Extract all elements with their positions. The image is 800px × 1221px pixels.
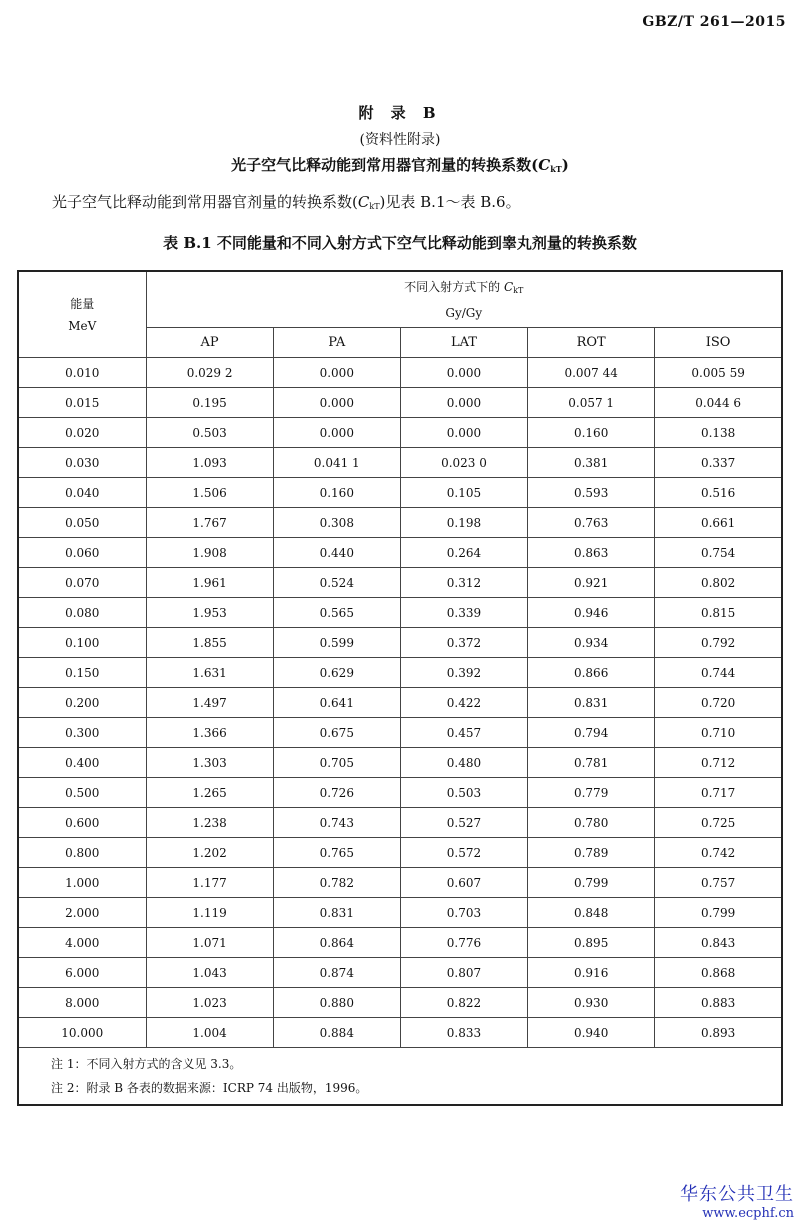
appendix-title: 附 录 B [358,104,442,122]
cell-energy: 0.800 [18,838,146,868]
appendix-subtitle-text: 光子空气比释动能到常用器官剂量的转换系数( [231,156,539,174]
table-row [18,628,782,658]
table-row [18,718,782,748]
table-row [18,538,782,568]
cell-pa: 0.524 [273,568,400,598]
cell-iso: 0.815 [655,598,782,628]
cell-lat: 0.572 [400,838,527,868]
cell-ap: 1.497 [146,688,273,718]
cell-pa: 0.440 [273,538,400,568]
group-header-label [147,276,782,302]
cell-pa: 0.000 [273,388,400,418]
table-row [18,808,782,838]
table-row [18,508,782,538]
cell-iso: 0.744 [655,658,782,688]
table-row [18,418,782,448]
appendix-type: (资料性附录) [359,132,441,148]
cell-rot: 0.863 [528,538,655,568]
cell-iso: 0.792 [655,628,782,658]
cell-lat: 0.339 [400,598,527,628]
cell-rot: 0.831 [528,688,655,718]
cell-energy: 6.000 [18,958,146,988]
cell-rot: 0.934 [528,628,655,658]
cell-pa: 0.000 [273,358,400,388]
cell-lat: 0.372 [400,628,527,658]
cell-iso: 0.893 [655,1018,782,1048]
cell-lat: 0.000 [400,388,527,418]
cell-ap: 1.908 [146,538,273,568]
cell-rot: 0.593 [528,478,655,508]
cell-iso: 0.717 [655,778,782,808]
table-row [18,658,782,688]
cell-ap: 1.767 [146,508,273,538]
cell-lat: 0.392 [400,658,527,688]
appendix-subtitle-end: ) [561,156,569,174]
cell-energy: 1.000 [18,868,146,898]
intro-text-after: )见表 B.1～表 B.6。 [379,193,521,211]
cell-iso: 0.754 [655,538,782,568]
cell-rot: 0.916 [528,958,655,988]
cell-rot: 0.794 [528,718,655,748]
cell-iso: 0.337 [655,448,782,478]
table-body [18,358,782,1048]
cell-iso: 0.868 [655,958,782,988]
cell-ap: 1.202 [146,838,273,868]
cell-pa: 0.864 [273,928,400,958]
appendix-subtitle-sub: kT [550,164,562,174]
cell-rot: 0.930 [528,988,655,1018]
cell-energy: 0.015 [18,388,146,418]
cell-lat: 0.607 [400,868,527,898]
cell-ap: 1.303 [146,748,273,778]
cell-energy: 0.030 [18,448,146,478]
group-header-symbol: C [503,279,514,294]
cell-energy: 0.300 [18,718,146,748]
appendix-subtitle-symbol: C [538,156,551,174]
table-caption: 表 B.1 不同能量和不同入射方式下空气比释动能到睾丸剂量的转换系数 [163,234,637,252]
note-1: 注 1：不同入射方式的含义见 3.3。 [51,1057,242,1071]
table-row [18,988,782,1018]
cell-energy: 0.100 [18,628,146,658]
cell-lat: 0.023 0 [400,448,527,478]
cell-rot: 0.160 [528,418,655,448]
cell-energy: 0.010 [18,358,146,388]
col-header-rot: ROT [528,328,655,358]
watermark-url: www.ecphf.cn [702,1206,794,1221]
cell-pa: 0.705 [273,748,400,778]
table-row [18,778,782,808]
cell-rot: 0.057 1 [528,388,655,418]
cell-ap: 1.043 [146,958,273,988]
cell-ap: 1.506 [146,478,273,508]
cell-iso: 0.883 [655,988,782,1018]
cell-lat: 0.422 [400,688,527,718]
cell-rot: 0.763 [528,508,655,538]
col-header-lat: LAT [400,328,527,358]
cell-rot: 0.781 [528,748,655,778]
cell-energy: 4.000 [18,928,146,958]
cell-iso: 0.757 [655,868,782,898]
cell-lat: 0.000 [400,358,527,388]
cell-ap: 0.503 [146,418,273,448]
cell-rot: 0.848 [528,898,655,928]
cell-energy: 0.600 [18,808,146,838]
cell-pa: 0.641 [273,688,400,718]
table-row [18,598,782,628]
group-header-sub: kT [513,285,524,295]
cell-energy: 0.400 [18,748,146,778]
cell-lat: 0.776 [400,928,527,958]
cell-ap: 1.004 [146,1018,273,1048]
cell-pa: 0.831 [273,898,400,928]
cell-lat: 0.807 [400,958,527,988]
cell-ap: 1.093 [146,448,273,478]
cell-lat: 0.822 [400,988,527,1018]
cell-pa: 0.675 [273,718,400,748]
cell-pa: 0.629 [273,658,400,688]
cell-ap: 1.177 [146,868,273,898]
cell-pa: 0.743 [273,808,400,838]
cell-ap: 1.366 [146,718,273,748]
cell-pa: 0.726 [273,778,400,808]
cell-ap: 0.195 [146,388,273,418]
cell-rot: 0.381 [528,448,655,478]
cell-iso: 0.720 [655,688,782,718]
cell-lat: 0.503 [400,778,527,808]
energy-header-unit: MeV [68,318,97,333]
cell-ap: 1.265 [146,778,273,808]
cell-rot: 0.946 [528,598,655,628]
col-header-ap: AP [146,328,273,358]
cell-rot: 0.866 [528,658,655,688]
cell-pa: 0.874 [273,958,400,988]
energy-header-label: 能量 [70,296,95,311]
cell-pa: 0.160 [273,478,400,508]
cell-ap: 1.119 [146,898,273,928]
cell-pa: 0.599 [273,628,400,658]
table-row [18,868,782,898]
table-row [18,928,782,958]
cell-iso: 0.138 [655,418,782,448]
cell-energy: 2.000 [18,898,146,928]
cell-energy: 0.040 [18,478,146,508]
cell-energy: 0.500 [18,778,146,808]
cell-rot: 0.789 [528,838,655,868]
cell-energy: 0.080 [18,598,146,628]
appendix-subtitle [0,154,800,175]
table-row [18,478,782,508]
table-row [18,688,782,718]
cell-iso: 0.712 [655,748,782,778]
cell-pa: 0.884 [273,1018,400,1048]
cell-iso: 0.661 [655,508,782,538]
cell-ap: 1.953 [146,598,273,628]
table-row [18,958,782,988]
cell-ap: 1.961 [146,568,273,598]
cell-rot: 0.007 44 [528,358,655,388]
cell-lat: 0.457 [400,718,527,748]
cell-iso: 0.710 [655,718,782,748]
table-row [18,568,782,598]
cell-lat: 0.000 [400,418,527,448]
conversion-table [17,270,783,1106]
standard-number: GBZ/T 261—2015 [642,14,786,30]
group-header-unit: Gy/Gy [445,305,483,320]
cell-rot: 0.799 [528,868,655,898]
cell-iso: 0.005 59 [655,358,782,388]
col-header-iso: ISO [655,328,782,358]
col-header-pa: PA [273,328,400,358]
cell-energy: 8.000 [18,988,146,1018]
cell-lat: 0.703 [400,898,527,928]
cell-ap: 1.023 [146,988,273,1018]
cell-pa: 0.880 [273,988,400,1018]
incidence-group-header [146,271,782,328]
cell-energy: 0.150 [18,658,146,688]
cell-pa: 0.000 [273,418,400,448]
cell-iso: 0.044 6 [655,388,782,418]
cell-energy: 0.060 [18,538,146,568]
cell-ap: 1.071 [146,928,273,958]
cell-energy: 10.000 [18,1018,146,1048]
cell-iso: 0.725 [655,808,782,838]
cell-iso: 0.799 [655,898,782,928]
table-notes [18,1048,782,1106]
cell-energy: 0.050 [18,508,146,538]
watermark-name: 华东公共卫生 [680,1184,794,1205]
cell-lat: 0.264 [400,538,527,568]
cell-iso: 0.516 [655,478,782,508]
cell-lat: 0.198 [400,508,527,538]
intro-paragraph [52,191,521,212]
cell-rot: 0.779 [528,778,655,808]
table-row [18,1018,782,1048]
cell-rot: 0.921 [528,568,655,598]
cell-iso: 0.742 [655,838,782,868]
note-2: 注 2：附录 B 各表的数据来源：ICRP 74 出版物，1996。 [51,1081,368,1095]
cell-energy: 0.020 [18,418,146,448]
table-row [18,388,782,418]
cell-lat: 0.527 [400,808,527,838]
cell-lat: 0.833 [400,1018,527,1048]
intro-sub: kT [369,202,380,211]
cell-pa: 0.308 [273,508,400,538]
cell-rot: 0.895 [528,928,655,958]
cell-pa: 0.765 [273,838,400,868]
cell-energy: 0.200 [18,688,146,718]
cell-pa: 0.041 1 [273,448,400,478]
intro-text-before: 光子空气比释动能到常用器官剂量的转换系数( [52,193,358,211]
cell-ap: 1.855 [146,628,273,658]
cell-ap: 0.029 2 [146,358,273,388]
cell-rot: 0.780 [528,808,655,838]
table-row [18,748,782,778]
cell-iso: 0.843 [655,928,782,958]
cell-ap: 1.238 [146,808,273,838]
cell-pa: 0.565 [273,598,400,628]
table-row [18,898,782,928]
cell-rot: 0.940 [528,1018,655,1048]
cell-lat: 0.105 [400,478,527,508]
table-row [18,838,782,868]
cell-iso: 0.802 [655,568,782,598]
energy-header [18,271,146,358]
table-row [18,358,782,388]
cell-pa: 0.782 [273,868,400,898]
cell-lat: 0.312 [400,568,527,598]
watermark [680,1180,794,1221]
cell-ap: 1.631 [146,658,273,688]
table-row [18,448,782,478]
intro-symbol: C [357,193,370,211]
cell-lat: 0.480 [400,748,527,778]
group-header-text: 不同入射方式下的 [404,279,504,294]
cell-energy: 0.070 [18,568,146,598]
